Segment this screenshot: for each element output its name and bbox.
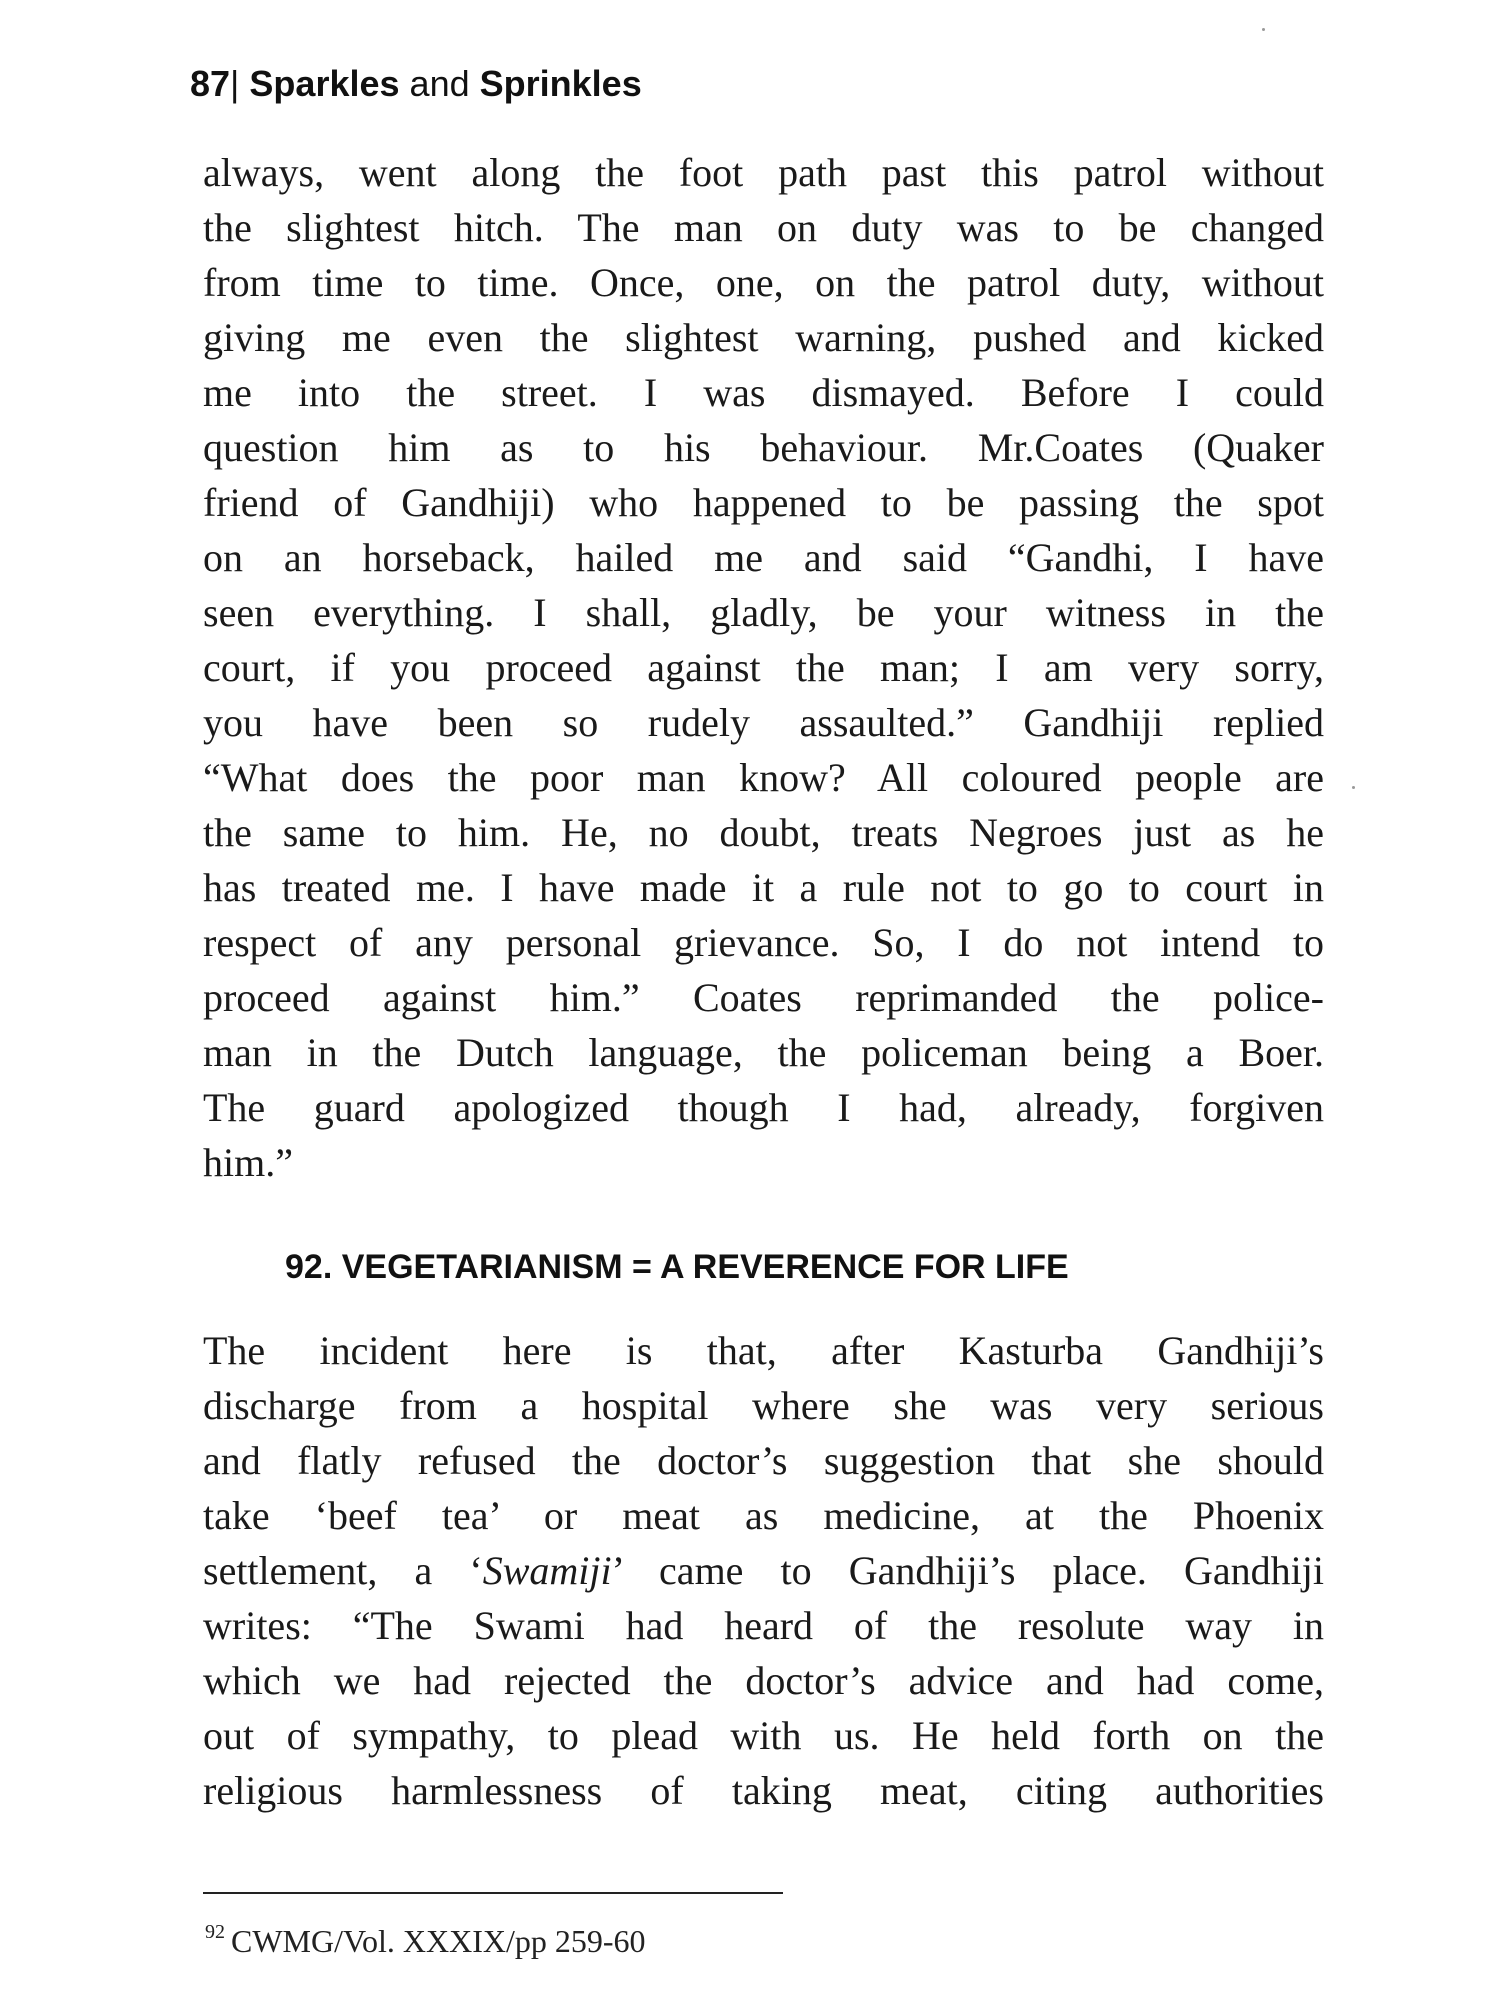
text-line: giving me even the slightest warning, pushed and kicked [203,315,1324,360]
text-line: which we had rejected the doctor’s advice and had come, [203,1658,1324,1703]
text-line: friend of Gandhiji) who happened to be passing the spot [203,480,1324,525]
text-line: proceed against him.” Coates reprimanded the police- [203,975,1324,1020]
book-title-word-1: Sparkles [249,63,400,104]
text-line: seen everything. I shall, gladly, be your witness in the [203,590,1324,635]
scan-speck [1262,28,1265,31]
text-line: discharge from a hospital where she was very serious [203,1383,1324,1428]
text-line: has treated me. I have made it a rule not to go to court in [203,865,1324,910]
page-number: 87 [190,63,231,104]
text-line: the same to him. He, no doubt, treats Negroes just as he [203,810,1324,855]
book-title-word-2: Sprinkles [479,63,642,104]
text-line: respect of any personal grievance. So, I do not intend to [203,920,1324,965]
text-line: out of sympathy, to plead with us. He held forth on the [203,1713,1324,1758]
text-line: The guard apologized though I had, already, forgiven [203,1085,1324,1130]
text-line: court, if you proceed against the man; I am very sorry, [203,645,1324,690]
text-line: “What does the poor man know? All coloured people are [203,755,1324,800]
text-line: always, went along the foot path past this patrol without [203,150,1324,195]
text-line: writes: “The Swami had heard of the resolute way in [203,1603,1324,1648]
footnote-text: CWMG/Vol. XXXIX/pp 259-60 [231,1923,646,1959]
text-line: settlement, a ‘Swamiji’ came to Gandhiji’s place. Gandhiji [203,1548,1324,1593]
text-line: him.” [203,1140,293,1185]
book-title-and: and [409,63,470,104]
footnote [205,1912,646,1961]
text-line: me into the street. I was dismayed. Before I could [203,370,1324,415]
running-head [190,60,642,108]
text-line: man in the Dutch language, the policeman being a Boer. [203,1030,1324,1075]
page-separator: | [230,63,240,104]
text-line: you have been so rudely assaulted.” Gandhiji replied [203,700,1324,745]
scan-speck [1352,786,1355,789]
text-line: from time to time. Once, one, on the patrol duty, without [203,260,1324,305]
text-line: and flatly refused the doctor’s suggestion that she should [203,1438,1324,1483]
italic-term: Swamiji [482,1548,612,1593]
text-line: question him as to his behaviour. Mr.Coates (Quaker [203,425,1324,470]
text-line: The incident here is that, after Kasturba Gandhiji’s [203,1328,1324,1373]
text-line: the slightest hitch. The man on duty was to be changed [203,205,1324,250]
text-line: on an horseback, hailed me and said “Gandhi, I have [203,535,1324,580]
text-line: religious harmlessness of taking meat, citing authorities [203,1768,1324,1813]
text-line: take ‘beef tea’ or meat as medicine, at the Phoenix [203,1493,1324,1538]
footnote-marker: 92 [205,1921,225,1943]
paragraph-continued [203,145,1324,1190]
section-heading: 92. VEGETARIANISM = A REVERENCE FOR LIFE [285,1248,1069,1286]
footnote-divider [203,1892,783,1894]
section-paragraph [203,1323,1324,1818]
